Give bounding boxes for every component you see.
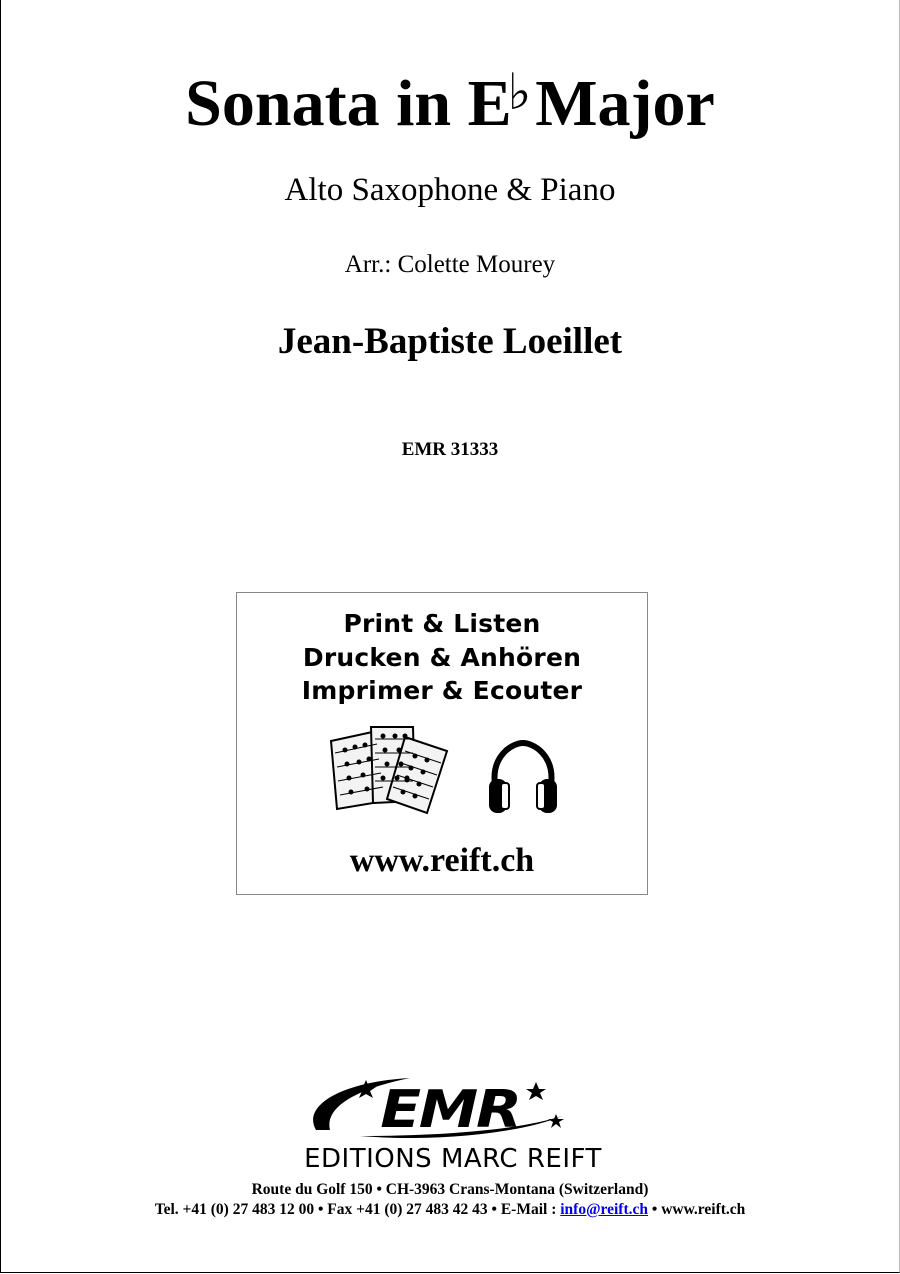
title-part1: Sonata in E xyxy=(185,67,512,140)
publisher-address: Route du Golf 150 • CH-3963 Crans-Montana (Switzerland) xyxy=(251,1181,649,1198)
publisher-name: EDITIONS MARC REIFT xyxy=(304,1144,602,1174)
print-listen-box xyxy=(236,592,648,895)
arranger: Arr.: Colette Mourey xyxy=(344,251,556,278)
separator-3: • xyxy=(651,1201,658,1218)
website[interactable]: www.reift.ch xyxy=(661,1201,746,1218)
fax: Fax +41 (0) 27 483 42 43 xyxy=(327,1201,488,1218)
email-link[interactable]: info@reift.ch xyxy=(560,1201,648,1218)
email-label: E-Mail : xyxy=(500,1201,557,1218)
emr-logo-text: EMR xyxy=(380,1080,520,1140)
composer: Jean-Baptiste Loeillet xyxy=(277,321,623,362)
promo-line-german: Drucken & Anhören xyxy=(302,643,582,672)
separator-1: • xyxy=(317,1201,324,1218)
headphones-icon xyxy=(487,739,559,817)
catalog-code: EMR 31333 xyxy=(401,439,499,460)
flat-symbol: ♭ xyxy=(507,64,532,120)
page-title xyxy=(0,52,900,144)
promo-line-french: Imprimer & Ecouter xyxy=(301,676,583,705)
instrumentation: Alto Saxophone & Piano xyxy=(284,172,616,208)
publisher-contact xyxy=(0,1200,900,1220)
promo-line-english: Print & Listen xyxy=(343,609,541,638)
promo-website[interactable]: www.reift.ch xyxy=(349,842,535,879)
separator-2: • xyxy=(491,1201,497,1218)
sheet-music-icon xyxy=(327,723,457,815)
telephone: Tel. +41 (0) 27 483 12 00 xyxy=(154,1201,315,1218)
title-part2: Major xyxy=(535,67,715,140)
